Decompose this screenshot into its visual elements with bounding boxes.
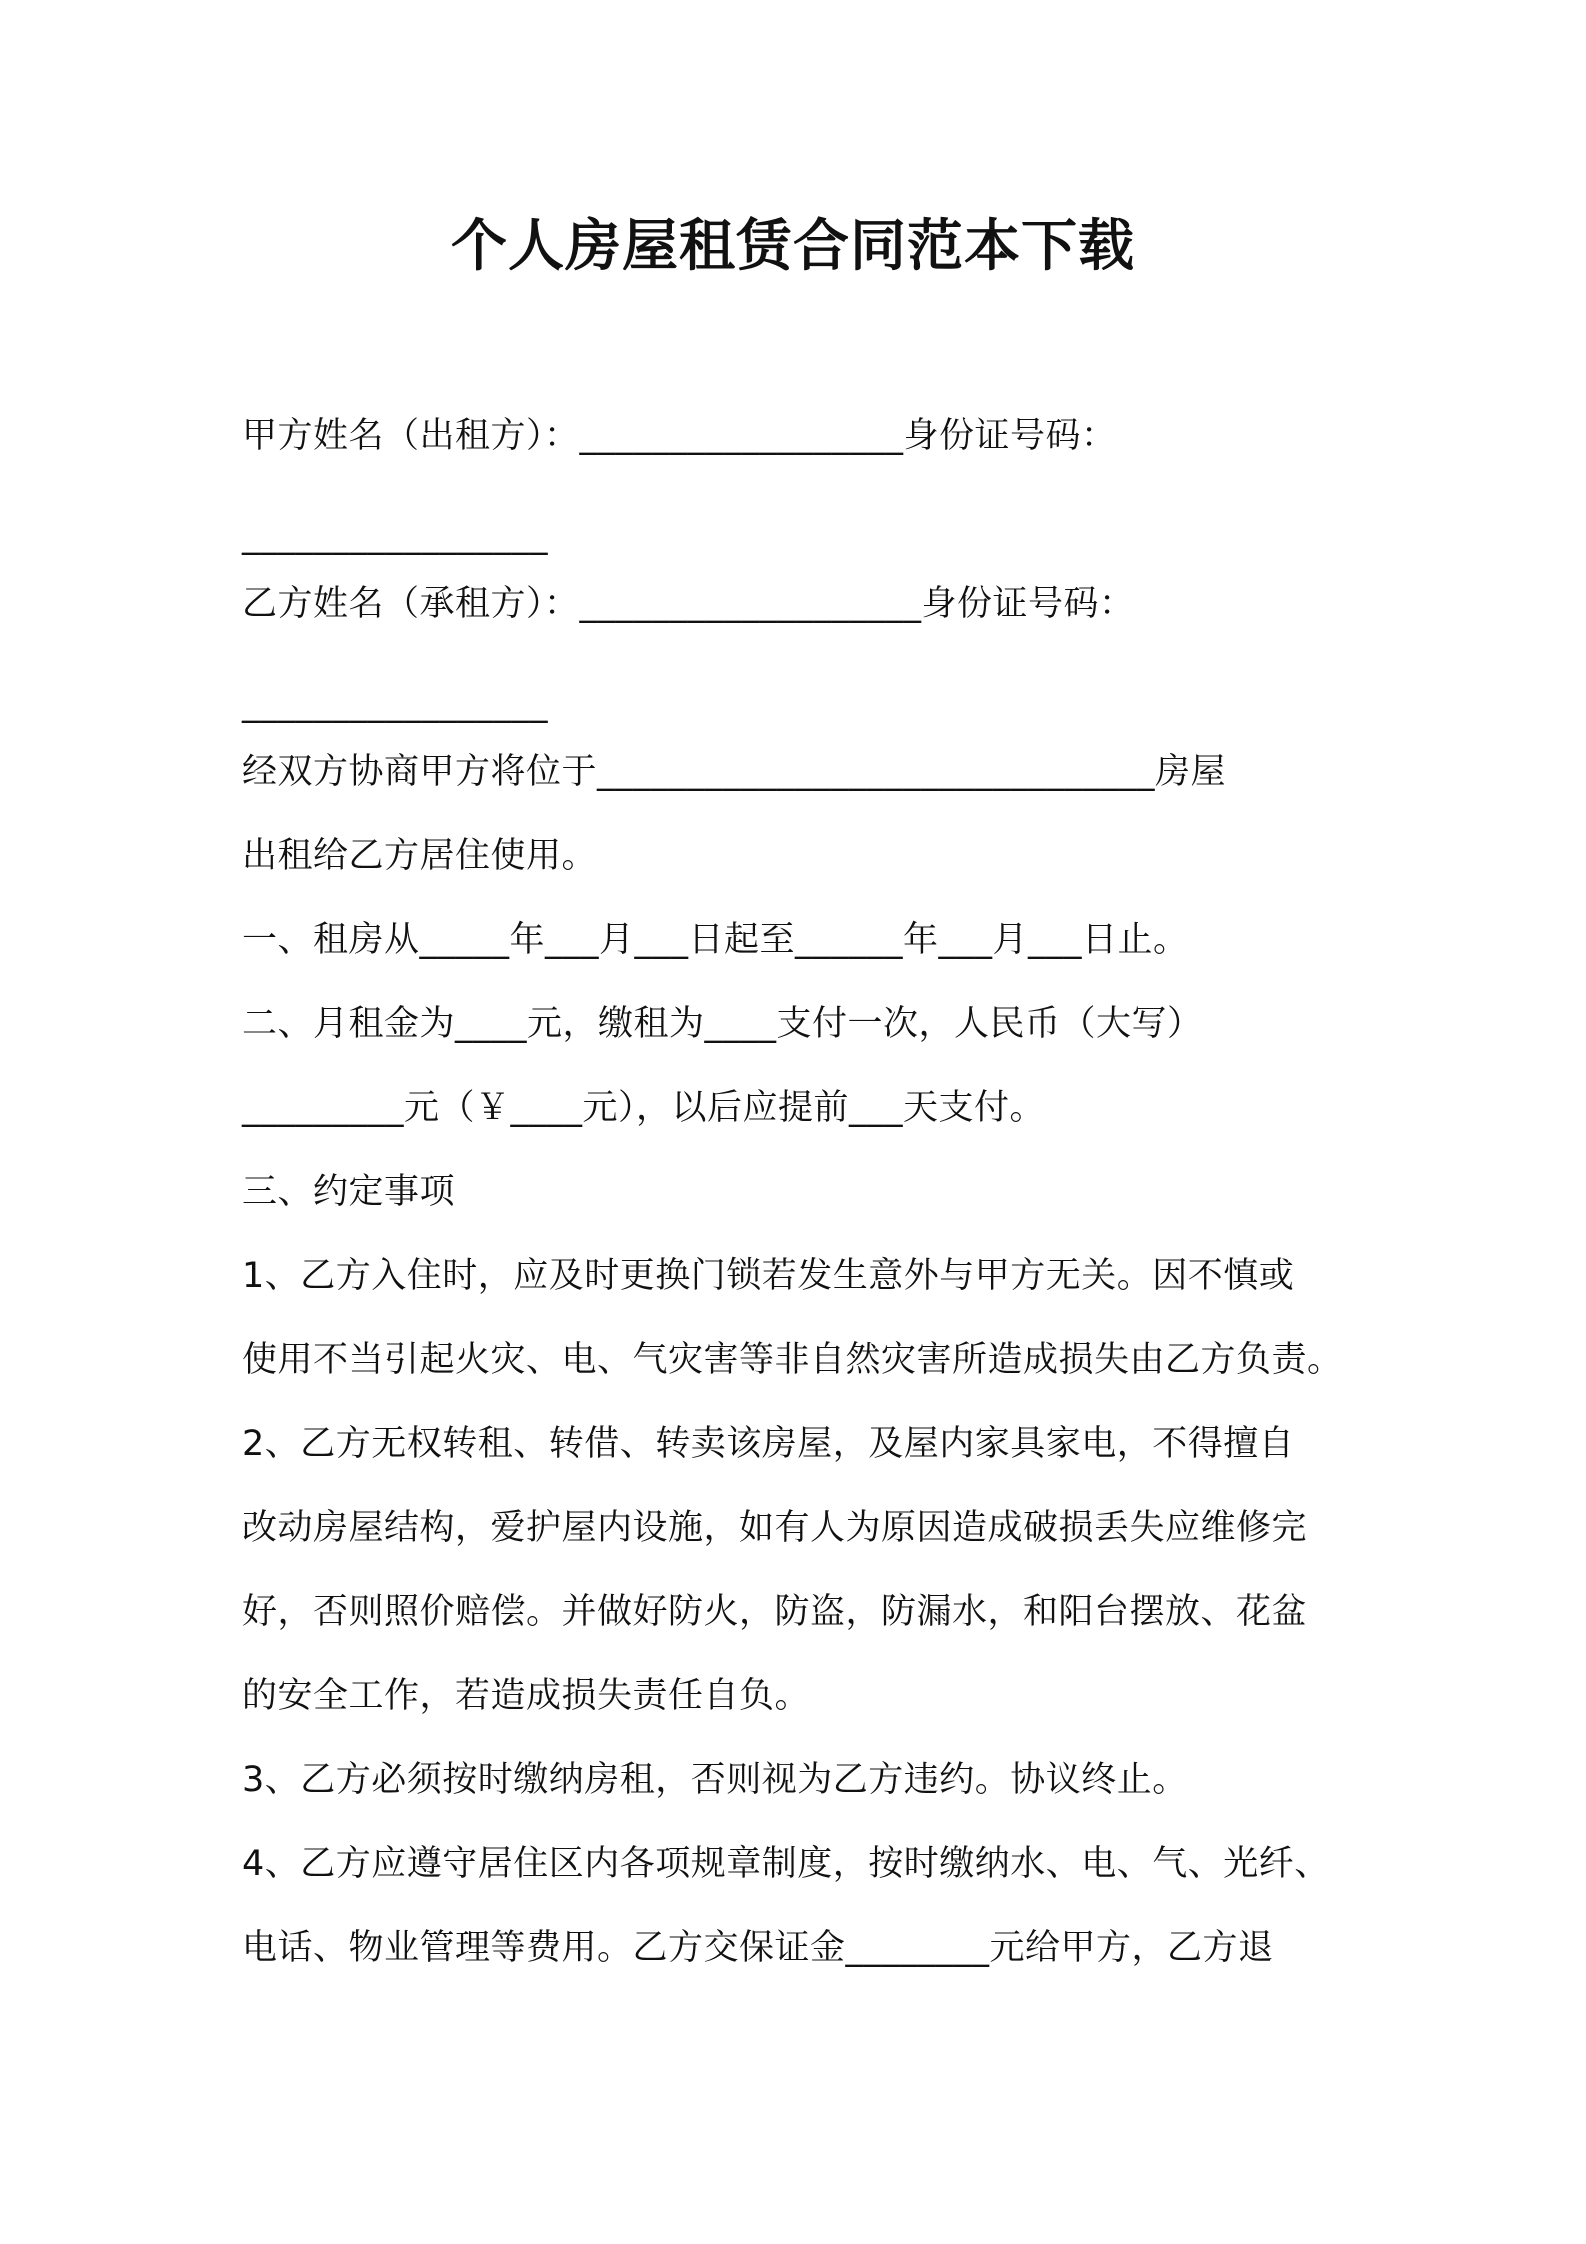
- party-a-name-line: 甲方姓名（出租方）：__________________身份证号码：: [242, 416, 1117, 456]
- item-2-line-2: 改动房屋结构，爱护屋内设施，如有人为原因造成破损丢失应维修完: [242, 1508, 1308, 1548]
- item-4-line-1: 4、乙方应遵守居住区内各项规章制度，按时缴纳水、电、气、光纤、: [242, 1844, 1330, 1884]
- item-2-line-3: 好，否则照价赔偿。并做好防火，防盗，防漏水，和阳台摆放、花盆: [242, 1592, 1308, 1632]
- clause-2-rent-continued: _________元（￥____元），以后应提前___天支付。: [242, 1088, 1046, 1128]
- party-b-name-line: 乙方姓名（承租方）：___________________身份证号码：: [242, 584, 1135, 624]
- clause-3-heading: 三、约定事项: [242, 1172, 456, 1212]
- clause-1-term: 一、租房从_____年___月___日起至______年___月___日止。: [242, 920, 1189, 960]
- item-1-line-1: 1、乙方入住时，应及时更换门锁若发生意外与甲方无关。因不慎或: [242, 1256, 1295, 1296]
- item-4-line-2: 电话、物业管理等费用。乙方交保证金________元给甲方，乙方退: [242, 1928, 1274, 1968]
- item-3-line-1: 3、乙方必须按时缴纳房租，否则视为乙方违约。协议终止。: [242, 1760, 1188, 1800]
- party-b-id-blank: _________________: [242, 684, 548, 724]
- item-1-line-2: 使用不当引起火灾、电、气灾害等非自然灾害所造成损失由乙方负责。: [242, 1340, 1343, 1380]
- document-title: 个人房屋租赁合同范本下载: [451, 214, 1135, 279]
- property-location-line: 经双方协商甲方将位于_______________________________房屋: [242, 752, 1227, 792]
- property-use-line: 出租给乙方居住使用。: [242, 836, 598, 876]
- party-a-id-blank: _________________: [242, 516, 548, 556]
- clause-2-rent: 二、月租金为____元，缴租为____支付一次，人民币（大写）: [242, 1004, 1203, 1044]
- item-2-line-1: 2、乙方无权转租、转借、转卖该房屋，及屋内家具家电，不得擅自: [242, 1424, 1295, 1464]
- item-2-line-4: 的安全工作，若造成损失责任自负。: [242, 1676, 811, 1716]
